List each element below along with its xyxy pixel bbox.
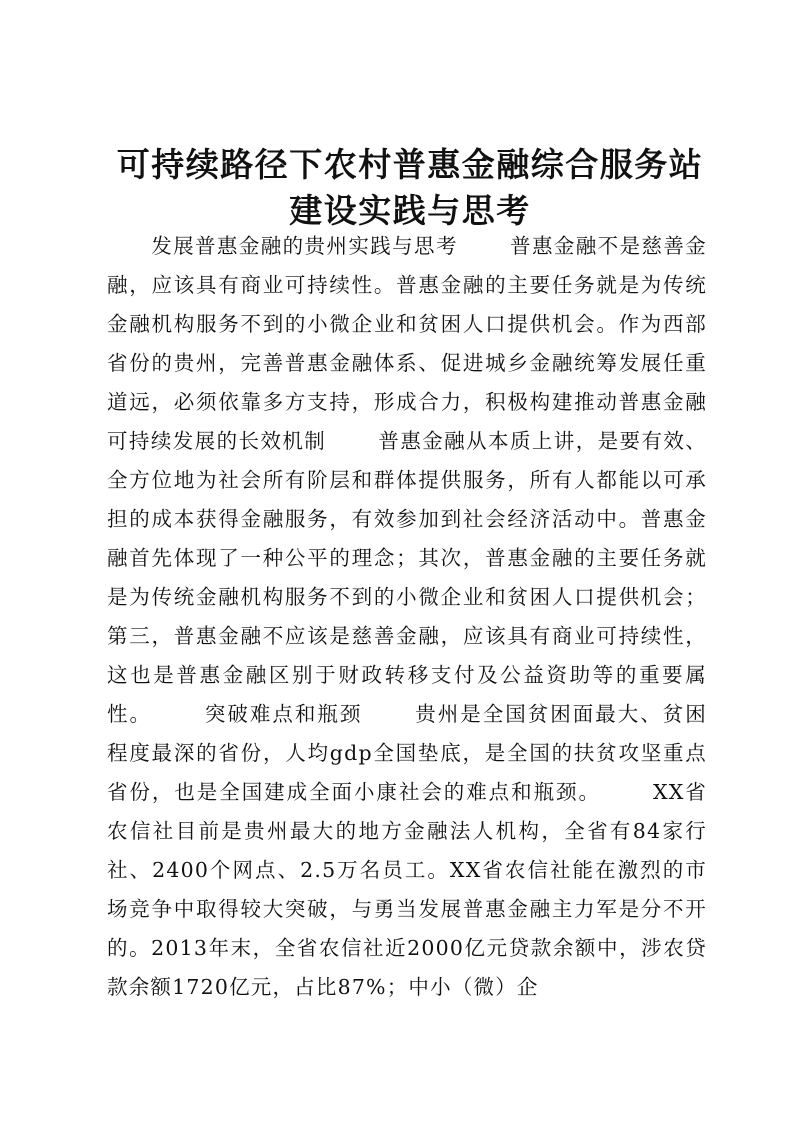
body-text-segment: XX省农信社目前是贵州最大的地方金融法人机构，全省有84家行社、2400个网点、2.5万名员工。XX省农信社能在激烈的市场竞争中取得较大突破，与勇当发展普惠金融主力军是分不开的。2013年末，全省农信社近2000亿元贷款余额中，涉农贷款余额1720亿元，占比87%；中小（微）企 — [107, 780, 707, 999]
section-heading: 发展普惠金融的贵州实践与思考 — [151, 234, 458, 258]
document-title: 可持续路径下农村普惠金融综合服务站建设实践与思考 — [116, 145, 704, 230]
body-text-segment: 贵州是全国贫困面最大、贫困程度最深的省份，人均gdp全国垫底，是全国的扶贫攻坚重点省份，也是全国建成全面小康社会的难点和瓶颈。 — [107, 702, 707, 804]
section-heading: 突破难点和瓶颈 — [204, 702, 363, 726]
body-text-segment: 普惠金融从本质上讲，是要有效、全方位地为社会所有阶层和群体提供服务，所有人都能以可承担的成本获得金融服务，有效参加到社会经济活动中。普惠金融首先体现了一种公平的理念；其次，普惠金融的主要任务就是为传统金融机构服务不到的小微企业和贫困人口提供机会；第三，普惠金融不应该是慈善金融，应该具有商业可持续性，这也是普惠金融区别于财政转移支付及公益资助等的重要属性。 — [107, 429, 708, 726]
body-text-segment: 普惠金融不是慈善金融，应该具有商业可持续性。普惠金融的主要任务就是为传统金融机构服务不到的小微企业和贫困人口提供机会。作为西部省份的贵州，完善普惠金融体系、促进城乡金融统筹发展任重道远，必须依靠多方支持，形成合力，积极构建推动普惠金融可持续发展的长效机制 — [107, 234, 707, 453]
document-body — [107, 227, 707, 1007]
